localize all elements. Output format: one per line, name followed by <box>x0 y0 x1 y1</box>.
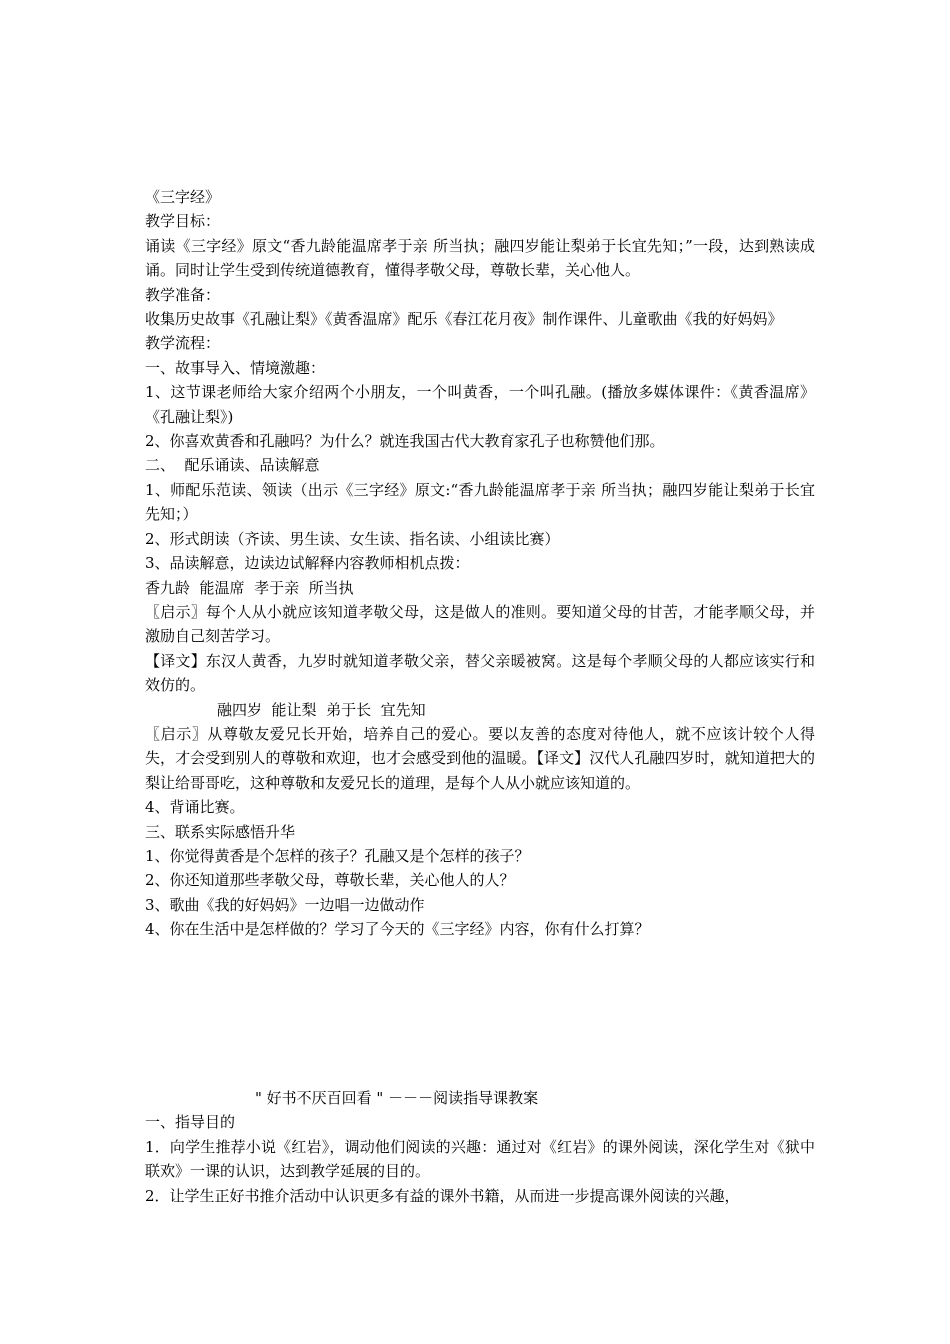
lesson-title: 《三字经》 <box>145 188 221 206</box>
insight-text: 〖启示〗从尊敬友爱兄长开始，培养自己的爱心。要以友善的态度对待他人，就不应该计较个人得失，才会受到别人的尊敬和欢迎，也才会感受到他的温暖。【译文】汉代人孔融四岁时，就知道把大的梨让给哥哥吃，这种尊敬和友爱兄长的道理，是每个人从小就应该知道的。 <box>145 724 815 792</box>
verse-line: 香九龄 能温席 孝于亲 所当执 <box>145 578 354 597</box>
section-heading: 二、 配乐诵读、品读解意 <box>145 456 320 475</box>
verse-line: 融四岁 能让梨 弟于长 宜先知 <box>217 700 426 719</box>
list-item: 1、师配乐范读、领读（出示《三字经》原文:“香九龄能温席孝于亲 所当执；融四岁能让梨弟于长宜先知；） <box>145 480 815 524</box>
list-item: 2．让学生正好书推介活动中认识更多有益的课外书籍，从而进一步提高课外阅读的兴趣， <box>145 1186 740 1205</box>
list-item: 3、品读解意，边读边试解释内容教师相机点拨： <box>145 554 470 573</box>
list-item: 1．向学生推荐小说《红岩》，调动他们阅读的兴趣：通过对《红岩》的课外阅读，深化学生对《狱中联欢》一课的认识，达到教学延展的目的。 <box>145 1137 815 1181</box>
list-item: 1、这节课老师给大家介绍两个小朋友，一个叫黄香，一个叫孔融。(播放多媒体课件：《黄香温席》《孔融让梨》) <box>145 383 815 426</box>
list-item: 2、你喜欢黄香和孔融吗？为什么？就连我国古代大教育家孔子也称赞他们那。 <box>145 432 665 451</box>
list-item: 4、你在生活中是怎样做的？学习了今天的《三字经》内容，你有什么打算？ <box>145 920 650 939</box>
list-item: 2、形式朗读（齐读、男生读、女生读、指名读、小组读比赛） <box>145 529 560 548</box>
lesson-plan-sanzijing <box>145 185 815 942</box>
section-heading: 一、指导目的 <box>145 1113 236 1132</box>
section-heading: 一、故事导入、情境激趣： <box>145 358 326 377</box>
prep-text: 收集历史故事《孔融让梨》《黄香温席》配乐《春江花月夜》制作课件、儿童歌曲《我的好妈妈》 <box>145 310 783 329</box>
prep-heading: 教学准备： <box>145 285 221 304</box>
list-item: 3、歌曲《我的好妈妈》一边唱一边做动作 <box>145 895 425 914</box>
list-item: 1、你觉得黄香是个怎样的孩子？孔融又是个怎样的孩子？ <box>145 846 530 865</box>
translation-text: 【译文】东汉人黄香，九岁时就知道孝敬父亲，替父亲暖被窝。这是每个孝顺父母的人都应该实行和效仿的。 <box>145 651 815 695</box>
goal-text: 诵读《三字经》原文“香九龄能温席孝于亲 所当执；融四岁能让梨弟于长宜先知；”一段，达到熟读成诵。同时让学生受到传统道德教育，懂得孝敬父母，尊敬长辈，关心他人。 <box>145 236 815 280</box>
flow-heading: 教学流程： <box>145 334 221 353</box>
goal-heading: 教学目标： <box>145 212 221 231</box>
lesson-plan-reading <box>145 1086 815 1208</box>
lesson-title: " 好书不厌百回看 " －－－阅读指导课教案 <box>255 1089 539 1107</box>
insight-text: 〖启示〗每个人从小就应该知道孝敬父母，这是做人的准则。要知道父母的甘苦，才能孝顺父母，并激励自己刻苦学习。 <box>145 602 815 646</box>
section-heading: 三、联系实际感悟升华 <box>145 822 296 841</box>
list-item: 4、背诵比赛。 <box>145 798 245 817</box>
list-item: 2、你还知道那些孝敬父母，尊敬长辈，关心他人的人？ <box>145 871 515 890</box>
